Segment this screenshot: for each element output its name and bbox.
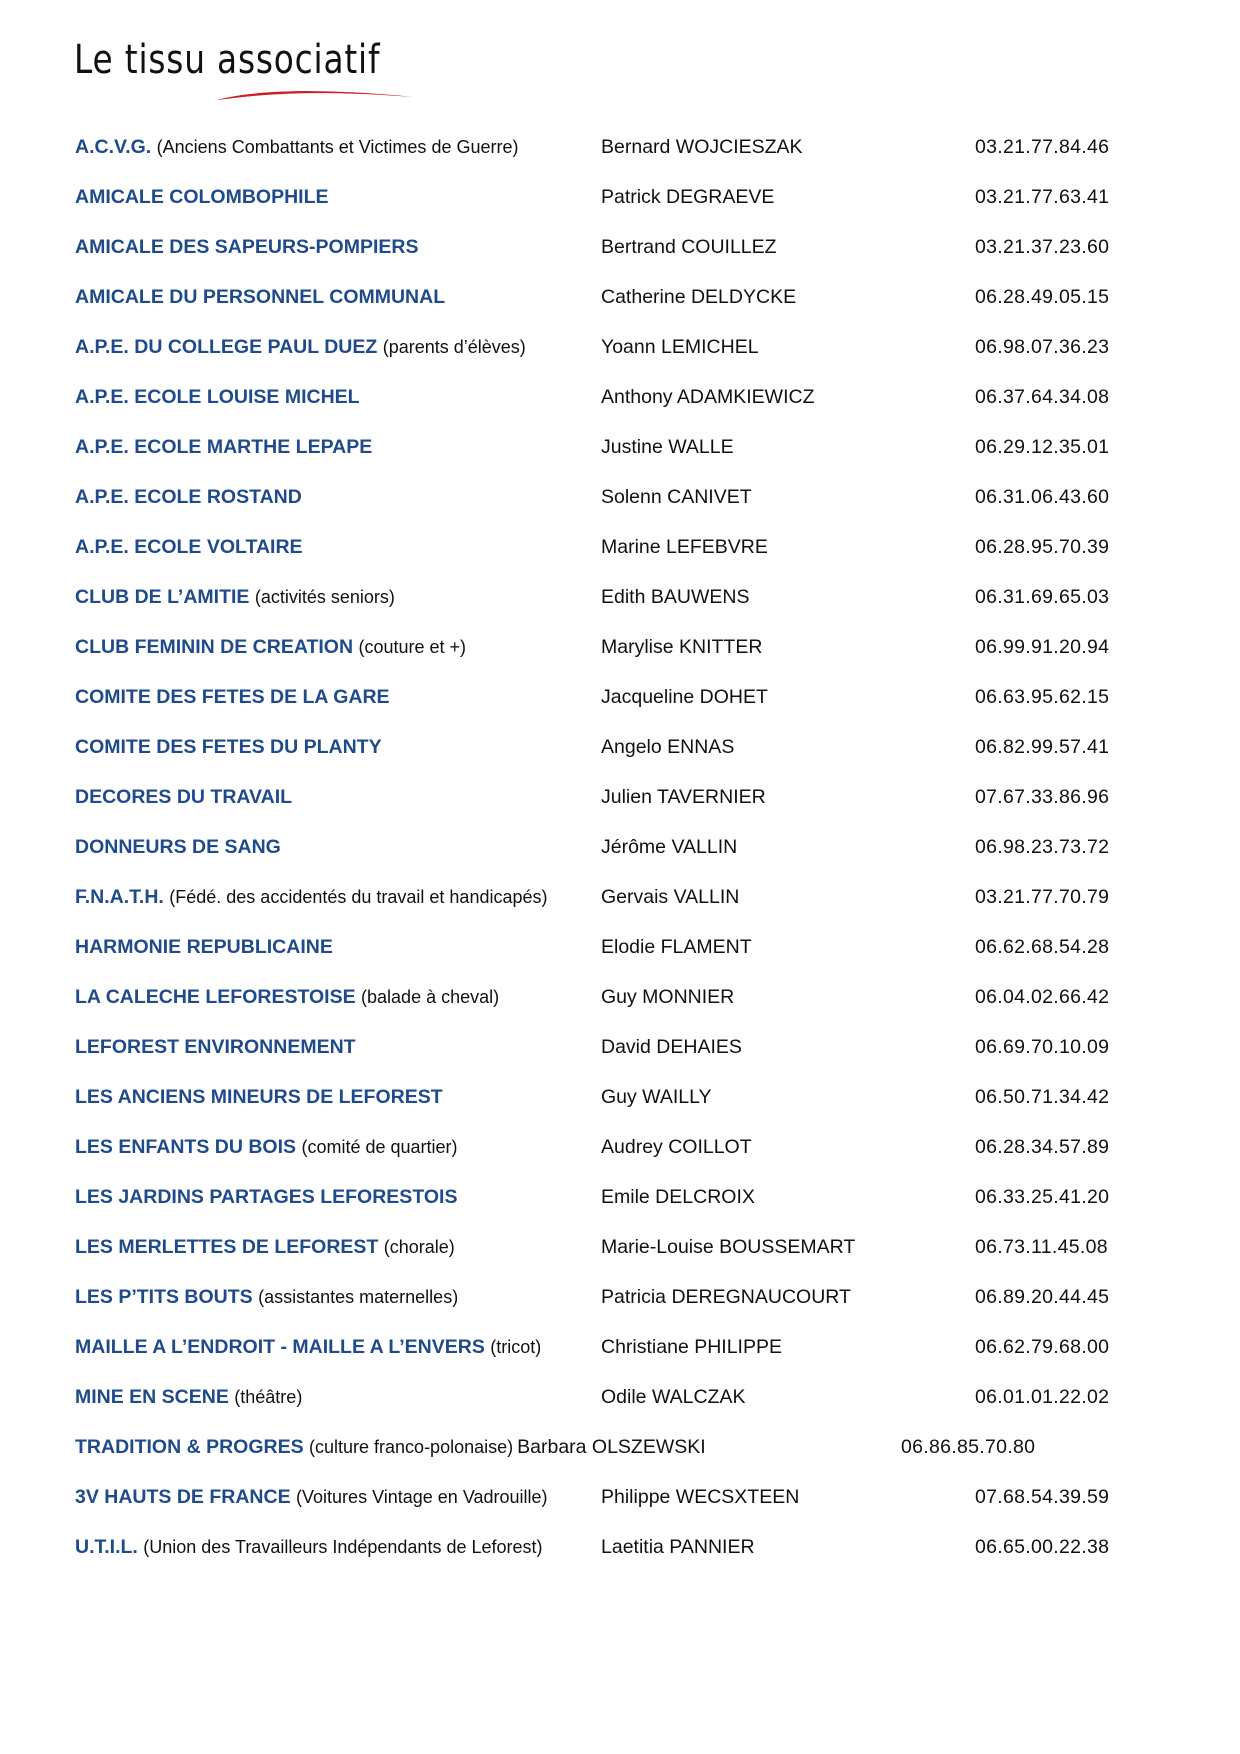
contact-name: Yoann LEMICHEL bbox=[601, 336, 759, 358]
association-row bbox=[75, 980, 1175, 1030]
association-name: LES ANCIENS MINEURS DE LEFOREST bbox=[75, 1086, 443, 1108]
contact-name: Jérôme VALLIN bbox=[601, 836, 738, 858]
association-name: A.C.V.G. bbox=[75, 136, 152, 158]
association-row bbox=[75, 1080, 1175, 1130]
phone-number: 06.86.85.70.80 bbox=[901, 1436, 1036, 1458]
association-description: (balade à cheval) bbox=[361, 987, 500, 1007]
phone-number: 06.98.07.36.23 bbox=[975, 336, 1110, 358]
contact-name: Emile DELCROIX bbox=[601, 1186, 755, 1208]
contact-name: Bernard WOJCIESZAK bbox=[601, 136, 803, 158]
association-name: TRADITION & PROGRES bbox=[75, 1436, 304, 1458]
phone-number: 06.98.23.73.72 bbox=[975, 836, 1110, 858]
association-description: (Fédé. des accidentés du travail et handicapés) bbox=[169, 887, 548, 907]
association bbox=[75, 130, 518, 164]
association bbox=[75, 230, 418, 264]
association-row bbox=[75, 1430, 1175, 1480]
association-row bbox=[75, 1030, 1175, 1080]
contact-name: Solenn CANIVET bbox=[601, 486, 752, 508]
association-row bbox=[75, 1380, 1175, 1430]
association-name: LES ENFANTS DU BOIS bbox=[75, 1136, 297, 1158]
phone-number: 06.28.95.70.39 bbox=[975, 536, 1110, 558]
phone-number: 06.04.02.66.42 bbox=[975, 986, 1110, 1008]
association-description: (Anciens Combattants et Victimes de Guerre) bbox=[156, 137, 519, 157]
association-description: (tricot) bbox=[490, 1337, 542, 1357]
association bbox=[75, 380, 360, 414]
association-row bbox=[75, 1330, 1175, 1380]
contact-name: Angelo ENNAS bbox=[601, 736, 735, 758]
phone-number: 06.50.71.34.42 bbox=[975, 1086, 1110, 1108]
association-name: U.T.I.L. bbox=[75, 1536, 138, 1558]
contact-name: Barbara OLSZEWSKI bbox=[517, 1436, 706, 1458]
association bbox=[75, 1030, 356, 1064]
page-title: Le tissu associatif bbox=[74, 37, 381, 83]
association-name: LES P’TITS BOUTS bbox=[75, 1286, 253, 1308]
association-description: (Voitures Vintage en Vadrouille) bbox=[296, 1487, 548, 1507]
association-name: CLUB FEMININ DE CREATION bbox=[75, 636, 354, 658]
association bbox=[75, 530, 303, 564]
association bbox=[75, 430, 372, 464]
association-row bbox=[75, 530, 1175, 580]
association-row bbox=[75, 580, 1175, 630]
phone-number: 06.63.95.62.15 bbox=[975, 686, 1110, 708]
association-name: 3V HAUTS DE FRANCE bbox=[75, 1486, 291, 1508]
association-description: (chorale) bbox=[383, 1237, 455, 1257]
association bbox=[75, 680, 390, 714]
association bbox=[75, 930, 333, 964]
association-row bbox=[75, 880, 1175, 930]
contact-name: Jacqueline DOHET bbox=[601, 686, 768, 708]
association bbox=[75, 480, 302, 514]
association bbox=[75, 730, 382, 764]
association-row bbox=[75, 1180, 1175, 1230]
association bbox=[75, 1130, 458, 1164]
contact-name: David DEHAIES bbox=[601, 1036, 742, 1058]
association-name: MAILLE A L’ENDROIT - MAILLE A L’ENVERS bbox=[75, 1336, 485, 1358]
association-name: LA CALECHE LEFORESTOISE bbox=[75, 986, 356, 1008]
association-description: (activités seniors) bbox=[254, 587, 395, 607]
contact-name: Justine WALLE bbox=[601, 436, 734, 458]
page-header bbox=[74, 32, 448, 88]
association bbox=[75, 1430, 706, 1464]
association-row bbox=[75, 380, 1175, 430]
association-description: (parents d’élèves) bbox=[382, 337, 526, 357]
phone-number: 06.33.25.41.20 bbox=[975, 1186, 1110, 1208]
phone-number: 07.67.33.86.96 bbox=[975, 786, 1110, 808]
phone-number: 03.21.77.63.41 bbox=[975, 186, 1110, 208]
association bbox=[75, 1330, 541, 1364]
association bbox=[75, 280, 445, 314]
phone-number: 06.82.99.57.41 bbox=[975, 736, 1110, 758]
association bbox=[75, 1380, 302, 1414]
association bbox=[75, 180, 329, 214]
association-row bbox=[75, 630, 1175, 680]
association-description: (théâtre) bbox=[234, 1387, 303, 1407]
association-row bbox=[75, 680, 1175, 730]
association-row bbox=[75, 830, 1175, 880]
association bbox=[75, 580, 395, 614]
association-row bbox=[75, 280, 1175, 330]
phone-number: 03.21.37.23.60 bbox=[975, 236, 1110, 258]
phone-number: 06.65.00.22.38 bbox=[975, 1536, 1110, 1558]
contact-name: Marine LEFEBVRE bbox=[601, 536, 768, 558]
association bbox=[75, 330, 526, 364]
contact-name: Laetitia PANNIER bbox=[601, 1536, 755, 1558]
associations-list bbox=[75, 130, 1175, 1580]
association-row bbox=[75, 130, 1175, 180]
association-name: DONNEURS DE SANG bbox=[75, 836, 281, 858]
association bbox=[75, 1530, 543, 1564]
contact-name: Elodie FLAMENT bbox=[601, 936, 752, 958]
association-row bbox=[75, 930, 1175, 980]
association bbox=[75, 1230, 455, 1264]
contact-name: Odile WALCZAK bbox=[601, 1386, 746, 1408]
contact-name: Gervais VALLIN bbox=[601, 886, 740, 908]
association-name: A.P.E. ECOLE MARTHE LEPAPE bbox=[75, 436, 373, 458]
contact-name: Patricia DEREGNAUCOURT bbox=[601, 1286, 851, 1308]
association-name: A.P.E. DU COLLEGE PAUL DUEZ bbox=[75, 336, 378, 358]
contact-name: Catherine DELDYCKE bbox=[601, 286, 797, 308]
association-name: COMITE DES FETES DE LA GARE bbox=[75, 686, 390, 708]
association bbox=[75, 980, 499, 1014]
phone-number: 03.21.77.70.79 bbox=[975, 886, 1110, 908]
association-name: A.P.E. ECOLE LOUISE MICHEL bbox=[75, 386, 360, 408]
association-description: (assistantes maternelles) bbox=[258, 1287, 459, 1307]
contact-name: Edith BAUWENS bbox=[601, 586, 750, 608]
association-description: (culture franco-polonaise) bbox=[309, 1437, 514, 1457]
phone-number: 03.21.77.84.46 bbox=[975, 136, 1110, 158]
phone-number: 06.31.69.65.03 bbox=[975, 586, 1110, 608]
phone-number: 06.69.70.10.09 bbox=[975, 1036, 1110, 1058]
phone-number: 06.73.11.45.08 bbox=[975, 1236, 1108, 1258]
phone-number: 06.89.20.44.45 bbox=[975, 1286, 1110, 1308]
association-row bbox=[75, 1280, 1175, 1330]
association-description: (couture et +) bbox=[358, 637, 467, 657]
phone-number: 06.29.12.35.01 bbox=[975, 436, 1110, 458]
association-name: CLUB DE L’AMITIE bbox=[75, 586, 250, 608]
phone-number: 07.68.54.39.59 bbox=[975, 1486, 1110, 1508]
association bbox=[75, 1480, 548, 1514]
contact-name: Anthony ADAMKIEWICZ bbox=[601, 386, 815, 408]
association-name: HARMONIE REPUBLICAINE bbox=[75, 936, 333, 958]
association-name: F.N.A.T.H. bbox=[75, 886, 164, 908]
association-row bbox=[75, 1130, 1175, 1180]
association-name: A.P.E. ECOLE ROSTAND bbox=[75, 486, 302, 508]
association-name: MINE EN SCENE bbox=[75, 1386, 229, 1408]
association-name: LES JARDINS PARTAGES LEFORESTOIS bbox=[75, 1186, 458, 1208]
contact-name: Bertrand COUILLEZ bbox=[601, 236, 777, 258]
contact-name: Guy MONNIER bbox=[601, 986, 735, 1008]
phone-number: 06.28.49.05.15 bbox=[975, 286, 1110, 308]
phone-number: 06.37.64.34.08 bbox=[975, 386, 1110, 408]
contact-name: Christiane PHILIPPE bbox=[601, 1336, 782, 1358]
association bbox=[75, 1280, 458, 1314]
association-row bbox=[75, 1230, 1175, 1280]
association bbox=[75, 630, 466, 664]
association-name: AMICALE COLOMBOPHILE bbox=[75, 186, 329, 208]
association-name: LEFOREST ENVIRONNEMENT bbox=[75, 1036, 356, 1058]
association-row bbox=[75, 330, 1175, 380]
contact-name: Guy WAILLY bbox=[601, 1086, 712, 1108]
association-row bbox=[75, 1480, 1175, 1530]
association-row bbox=[75, 430, 1175, 480]
phone-number: 06.31.06.43.60 bbox=[975, 486, 1110, 508]
contact-name: Philippe WECSXTEEN bbox=[601, 1486, 800, 1508]
title-swoosh-decoration bbox=[215, 86, 415, 106]
association-name: COMITE DES FETES DU PLANTY bbox=[75, 736, 382, 758]
contact-name: Audrey COILLOT bbox=[601, 1136, 752, 1158]
association-row bbox=[75, 180, 1175, 230]
association-name: AMICALE DES SAPEURS-POMPIERS bbox=[75, 236, 419, 258]
association bbox=[75, 780, 292, 814]
association-row bbox=[75, 780, 1175, 830]
association-row bbox=[75, 230, 1175, 280]
phone-number: 06.62.79.68.00 bbox=[975, 1336, 1110, 1358]
association bbox=[75, 830, 281, 864]
phone-number: 06.99.91.20.94 bbox=[975, 636, 1110, 658]
contact-name: Julien TAVERNIER bbox=[601, 786, 766, 808]
contact-name: Patrick DEGRAEVE bbox=[601, 186, 775, 208]
association-description: (Union des Travailleurs Indépendants de Leforest) bbox=[143, 1537, 543, 1557]
phone-number: 06.62.68.54.28 bbox=[975, 936, 1110, 958]
association-name: A.P.E. ECOLE VOLTAIRE bbox=[75, 536, 303, 558]
association-name: LES MERLETTES DE LEFOREST bbox=[75, 1236, 379, 1258]
association-row bbox=[75, 480, 1175, 530]
association-row bbox=[75, 1530, 1175, 1580]
contact-name: Marie-Louise BOUSSEMART bbox=[601, 1236, 856, 1258]
contact-name: Marylise KNITTER bbox=[601, 636, 763, 658]
association-row bbox=[75, 730, 1175, 780]
association bbox=[75, 880, 548, 914]
association-name: AMICALE DU PERSONNEL COMMUNAL bbox=[75, 286, 446, 308]
association-name: DECORES DU TRAVAIL bbox=[75, 786, 293, 808]
association bbox=[75, 1180, 457, 1214]
phone-number: 06.28.34.57.89 bbox=[975, 1136, 1110, 1158]
association bbox=[75, 1080, 443, 1114]
phone-number: 06.01.01.22.02 bbox=[975, 1386, 1110, 1408]
association-description: (comité de quartier) bbox=[301, 1137, 458, 1157]
